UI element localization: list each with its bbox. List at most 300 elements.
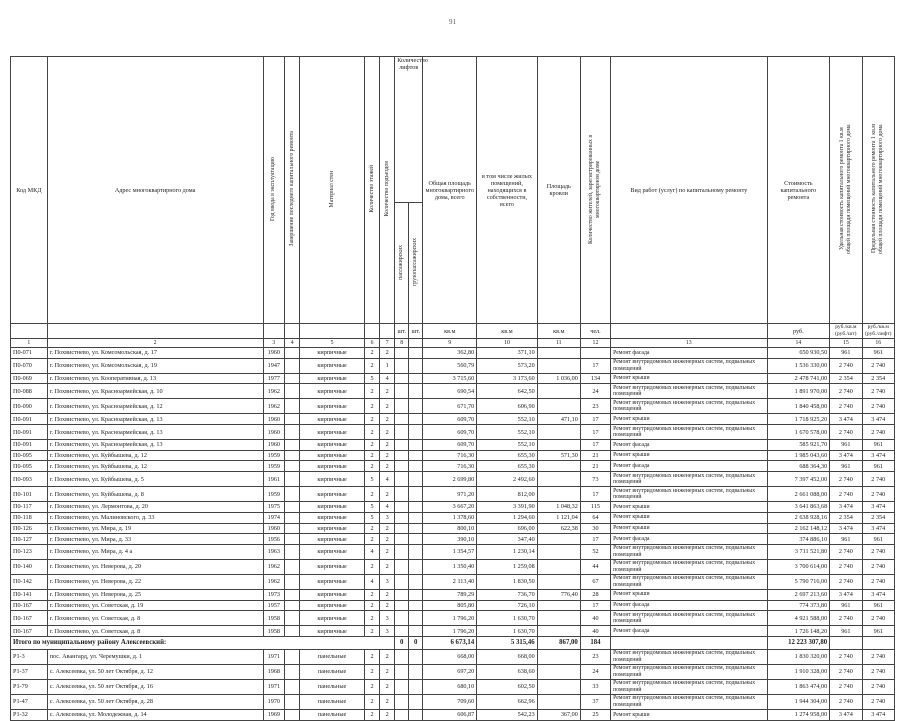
header-lifts: Количество лифтов — [395, 57, 423, 203]
table-cell: П0-090 — [11, 399, 48, 414]
table-row — [11, 649, 895, 664]
table-cell: 961 — [830, 626, 862, 637]
table-cell: кирпичные — [300, 472, 365, 487]
table-cell: Ремонт внутридомовых инженерных систем, подвальных помещений — [611, 384, 768, 399]
table-cell: 17 — [580, 440, 610, 451]
table-cell: 2 — [364, 589, 379, 600]
table-cell: 1 985 043,60 — [767, 450, 830, 461]
table-cell: г. Похвистнево, ул. Лермонтова, д. 20 — [47, 502, 263, 513]
column-index-cell: 13 — [611, 339, 768, 348]
table-cell: 2 740 — [862, 664, 894, 679]
table-cell: 2 — [380, 694, 395, 709]
table-cell: 1962 — [263, 574, 285, 589]
table-cell — [285, 611, 300, 626]
table-cell: 1968 — [263, 664, 285, 679]
table-row — [11, 589, 895, 600]
table-cell: г. Похвистнево, ул. Куйбышева, д. 12 — [47, 450, 263, 461]
table-cell: 961 — [862, 600, 894, 611]
table-cell: 542,23 — [477, 709, 537, 720]
table-body — [11, 348, 895, 637]
table-cell: 2 — [380, 384, 395, 399]
table-cell: 3 474 — [862, 589, 894, 600]
table-cell: г. Похвистнево, ул. Мира, д. 19 — [47, 523, 263, 534]
table-cell — [409, 425, 423, 440]
table-cell: 1 378,60 — [423, 512, 477, 523]
table-cell — [285, 523, 300, 534]
table-cell: 115 — [580, 502, 610, 513]
table-cell — [409, 611, 423, 626]
table-cell: 560,79 — [423, 358, 477, 373]
table-cell: 2 — [380, 414, 395, 425]
table-cell: 2 354 — [830, 512, 862, 523]
table-cell: П0-093 — [11, 472, 48, 487]
table-cell — [395, 425, 409, 440]
table-cell — [395, 574, 409, 589]
table-cell: 1957 — [263, 600, 285, 611]
table-cell: кирпичные — [300, 425, 365, 440]
table-row — [11, 694, 895, 709]
table-cell — [285, 373, 300, 384]
table-cell — [537, 559, 580, 574]
table-cell: 1 718 925,20 — [767, 414, 830, 425]
table-cell: 1959 — [263, 450, 285, 461]
table-cell: панельные — [300, 694, 365, 709]
table-cell: 2 740 — [830, 679, 862, 694]
table-cell: г. Похвистнево, ул. Комсомольская, д. 19 — [47, 358, 263, 373]
table-cell: 1959 — [263, 461, 285, 472]
table-cell: 1962 — [263, 559, 285, 574]
table-cell: П0-117 — [11, 502, 48, 513]
header-area-res: в том числе жилых помещений, находящихся в собственности, всего — [477, 57, 537, 324]
table-cell: П0-140 — [11, 559, 48, 574]
table-cell: П0-141 — [11, 589, 48, 600]
table-cell — [285, 679, 300, 694]
table-cell: с. Алексеевка, ул. Молодежная, д. 14 — [47, 709, 263, 720]
header-work: Вид работ (услуг) по капитальному ремонту — [611, 57, 768, 324]
table-cell: 736,70 — [477, 589, 537, 600]
table-cell — [285, 450, 300, 461]
table-cell: кирпичные — [300, 384, 365, 399]
table-cell: 2 740 — [862, 384, 894, 399]
table-cell — [395, 440, 409, 451]
table-cell — [395, 664, 409, 679]
table-cell: 3 474 — [862, 450, 894, 461]
table-cell: 367,00 — [537, 709, 580, 720]
table-cell: П0-091 — [11, 425, 48, 440]
table-cell: 2 — [380, 487, 395, 502]
table-cell: 2 354 — [862, 512, 894, 523]
table-cell: 2 — [380, 461, 395, 472]
table-cell: Ремонт внутридомовых инженерных систем, подвальных помещений — [611, 694, 768, 709]
table-cell: 3 474 — [862, 414, 894, 425]
table-cell: 4 — [380, 502, 395, 513]
table-row — [11, 399, 895, 414]
table-cell: 1960 — [263, 523, 285, 534]
table-cell: Ремонт крыши — [611, 502, 768, 513]
table-row — [11, 425, 895, 440]
table-cell: г. Похвистнево, ул. Малиновского, д. 33 — [47, 512, 263, 523]
table-cell: 571,30 — [537, 450, 580, 461]
table-cell — [409, 487, 423, 502]
table-cell: Ремонт внутридомовых инженерных систем, подвальных помещений — [611, 559, 768, 574]
table-cell: Ремонт крыши — [611, 523, 768, 534]
table-cell: 347,40 — [477, 534, 537, 545]
table-cell: 1960 — [263, 440, 285, 451]
table-cell: Р1-37 — [11, 664, 48, 679]
table-cell: 2 — [380, 450, 395, 461]
table-cell: 23 — [580, 649, 610, 664]
table-cell: 1 — [380, 358, 395, 373]
table-cell — [285, 502, 300, 513]
table-cell: кирпичные — [300, 450, 365, 461]
total-row: Итого по муниципальному району Алексеевский: 0 0 6 673,14 5 315,46 867,00 184 12 223 307,80 — [11, 636, 895, 649]
table-cell: 67 — [580, 574, 610, 589]
column-index-row — [11, 339, 895, 348]
table-row — [11, 450, 895, 461]
table-cell: 2 — [380, 589, 395, 600]
table-cell: г. Похвистнево, ул. Мира, д. 33 — [47, 534, 263, 545]
table-row — [11, 440, 895, 451]
table-cell — [409, 502, 423, 513]
table-cell: 1974 — [263, 512, 285, 523]
table-cell — [537, 472, 580, 487]
table-cell: 4 — [380, 472, 395, 487]
table-cell: 961 — [862, 440, 894, 451]
table-cell: 2 — [380, 559, 395, 574]
table-cell: 2 — [364, 523, 379, 534]
table-cell — [285, 534, 300, 545]
table-row — [11, 523, 895, 534]
table-cell: 3 474 — [830, 450, 862, 461]
table-cell: 1973 — [263, 589, 285, 600]
header-year: Год ввода в эксплуатацию — [263, 57, 285, 324]
table-cell: г. Похвистнево, ул. Комсомольская, д. 17 — [47, 348, 263, 359]
table-cell: панельные — [300, 679, 365, 694]
table-cell: 3 474 — [830, 523, 862, 534]
table-cell: П0-118 — [11, 512, 48, 523]
table-cell: 2 — [364, 664, 379, 679]
table-cell — [409, 600, 423, 611]
table-row — [11, 611, 895, 626]
table-cell — [285, 487, 300, 502]
table-cell: 4 — [364, 544, 379, 559]
table-cell: 2 740 — [862, 399, 894, 414]
table-cell — [537, 487, 580, 502]
table-row — [11, 574, 895, 589]
table-row — [11, 559, 895, 574]
table-cell: 2 — [364, 461, 379, 472]
table-cell: 2 740 — [862, 679, 894, 694]
column-index-cell: 12 — [580, 339, 610, 348]
table-cell: 3 474 — [830, 502, 862, 513]
table-cell: 2 740 — [830, 384, 862, 399]
table-cell: г. Похвистнево, ул. Красноармейская, д. 13 — [47, 425, 263, 440]
table-cell: г. Похвистнево, ул. Куйбышева, д. 5 — [47, 472, 263, 487]
table-cell — [395, 348, 409, 359]
header-lifts-freight: грузопассажирских — [409, 203, 423, 324]
table-cell — [395, 384, 409, 399]
table-cell: г. Похвистнево, ул. Красноармейская, д. 13 — [47, 440, 263, 451]
table-cell: кирпичные — [300, 348, 365, 359]
table-cell: 2 740 — [830, 574, 862, 589]
table-cell: кирпичные — [300, 373, 365, 384]
table-row — [11, 534, 895, 545]
table-cell — [537, 358, 580, 373]
table-cell: 52 — [580, 544, 610, 559]
table-cell: 40 — [580, 611, 610, 626]
table-cell: 650 930,50 — [767, 348, 830, 359]
table-cell — [409, 626, 423, 637]
table-cell: 1 670 578,00 — [767, 425, 830, 440]
table-cell: 1 863 474,00 — [767, 679, 830, 694]
table-cell — [395, 611, 409, 626]
table-cell: 609,70 — [423, 425, 477, 440]
table-cell — [409, 399, 423, 414]
table-cell — [395, 414, 409, 425]
table-cell: 789,29 — [423, 589, 477, 600]
table-cell: 2 740 — [862, 425, 894, 440]
table-cell: 776,40 — [537, 589, 580, 600]
table-cell: 2 — [380, 679, 395, 694]
table-cell: г. Похвистнево, ул. Советская, д. 8 — [47, 611, 263, 626]
table-cell: кирпичные — [300, 399, 365, 414]
header-limit-cost: Предельная стоимость капитального ремонта 1 кв.м общей площади помещений многоквартирного дома — [862, 57, 894, 324]
table-cell: 17 — [580, 534, 610, 545]
header-residents: Количество жителей, зарегистрированных в многоквартирном доме — [580, 57, 610, 324]
table-cell: г. Похвистнево, ул. Советская, д. 19 — [47, 600, 263, 611]
table-cell: 2 740 — [862, 611, 894, 626]
table-row — [11, 709, 895, 720]
column-index-cell: 4 — [285, 339, 300, 348]
table-cell: 1975 — [263, 502, 285, 513]
table-cell: 1961 — [263, 472, 285, 487]
table-cell: кирпичные — [300, 611, 365, 626]
table-cell: 622,38 — [537, 523, 580, 534]
table-cell — [285, 472, 300, 487]
table-cell: 2 — [380, 440, 395, 451]
table-cell: 2 740 — [862, 559, 894, 574]
table-cell: 2 740 — [862, 574, 894, 589]
table-cell: 2 — [364, 611, 379, 626]
table-cell — [395, 544, 409, 559]
table-row — [11, 414, 895, 425]
table-cell — [537, 399, 580, 414]
table-cell: с. Алексеевка, ул. 50 лет Октября, д. 12 — [47, 664, 263, 679]
table-cell — [409, 544, 423, 559]
table-cell: 3 474 — [862, 502, 894, 513]
table-cell: П0-091 — [11, 414, 48, 425]
table-cell — [285, 574, 300, 589]
table-cell: Ремонт внутридомовых инженерных систем, подвальных помещений — [611, 399, 768, 414]
table-cell — [409, 694, 423, 709]
table-cell: 2 740 — [830, 358, 862, 373]
table-cell — [409, 679, 423, 694]
table-cell: 726,10 — [477, 600, 537, 611]
table-cell: 3 711 521,80 — [767, 544, 830, 559]
table-cell: П0-095 — [11, 461, 48, 472]
table-cell — [395, 559, 409, 574]
table-cell — [395, 649, 409, 664]
table-cell: 2 — [380, 534, 395, 545]
table-cell: кирпичные — [300, 523, 365, 534]
table-cell — [537, 679, 580, 694]
table-cell: 134 — [580, 373, 610, 384]
table-cell: кирпичные — [300, 559, 365, 574]
table-cell: 3 474 — [862, 709, 894, 720]
table-cell: Ремонт фасада — [611, 626, 768, 637]
table-cell: 2 492,60 — [477, 472, 537, 487]
table-cell: 961 — [830, 461, 862, 472]
column-index-cell: 5 — [300, 339, 365, 348]
table-cell: 1963 — [263, 544, 285, 559]
table-cell: 2 740 — [830, 399, 862, 414]
table-cell: 2 740 — [862, 694, 894, 709]
table-cell: Ремонт внутридомовых инженерных систем, подвальных помещений — [611, 649, 768, 664]
table-cell — [409, 450, 423, 461]
table-cell: 716,30 — [423, 461, 477, 472]
table-cell: г. Похвистнево, ул. Советская, д. 8 — [47, 626, 263, 637]
table-cell — [537, 600, 580, 611]
table-cell: 5 — [364, 373, 379, 384]
table-cell: 1 944 304,00 — [767, 694, 830, 709]
table-cell: 2 638 928,16 — [767, 512, 830, 523]
table-cell: Р1-47 — [11, 694, 48, 709]
header-unit-cost: Удельная стоимость капитального ремонта 1 кв.м общей площади помещений многоквартирного дома — [830, 57, 862, 324]
table-cell: кирпичные — [300, 600, 365, 611]
table-cell: 2 740 — [830, 559, 862, 574]
table-cell: Ремонт крыши — [611, 512, 768, 523]
table-cell: Ремонт фасада — [611, 534, 768, 545]
table-cell: г. Похвистнево, ул. Мира, д. 4 а — [47, 544, 263, 559]
table-cell: 37 — [580, 694, 610, 709]
table-cell: 17 — [580, 425, 610, 440]
table-cell — [537, 649, 580, 664]
table-cell: 552,10 — [477, 440, 537, 451]
table-cell: 2 — [364, 534, 379, 545]
table-cell: 1960 — [263, 425, 285, 440]
table-cell — [537, 534, 580, 545]
table-cell — [409, 534, 423, 545]
table-cell: г. Похвистнево, ул. Куйбышева, д. 12 — [47, 461, 263, 472]
table-cell: 2 — [364, 425, 379, 440]
table-cell — [285, 600, 300, 611]
table-cell: 1 121,04 — [537, 512, 580, 523]
table-cell: Р1-3 — [11, 649, 48, 664]
table-cell: 471,10 — [537, 414, 580, 425]
table-cell: 961 — [830, 348, 862, 359]
table-body-2 — [11, 649, 895, 720]
table-cell — [285, 414, 300, 425]
table-cell: 2 697 213,60 — [767, 589, 830, 600]
table-cell: кирпичные — [300, 626, 365, 637]
table-row — [11, 664, 895, 679]
table-cell: 2 — [380, 544, 395, 559]
column-index-cell: 3 — [263, 339, 285, 348]
header-lifts-passenger: пассажирских — [395, 203, 409, 324]
table-cell: 2 — [380, 664, 395, 679]
table-cell: П0-069 — [11, 373, 48, 384]
table-cell: 2 740 — [830, 694, 862, 709]
table-cell: 609,70 — [423, 440, 477, 451]
table-cell — [285, 559, 300, 574]
table-cell: 800,10 — [423, 523, 477, 534]
table-cell: 64 — [580, 512, 610, 523]
table-cell: 671,70 — [423, 399, 477, 414]
table-cell: 17 — [580, 414, 610, 425]
table-cell — [395, 523, 409, 534]
table-cell: 552,10 — [477, 425, 537, 440]
table-cell: 374 886,10 — [767, 534, 830, 545]
table-cell: 805,80 — [423, 600, 477, 611]
table-cell: Ремонт фасада — [611, 348, 768, 359]
table-cell: 17 — [580, 487, 610, 502]
table-cell: 1962 — [263, 399, 285, 414]
table-cell — [285, 626, 300, 637]
table-cell: 655,30 — [477, 461, 537, 472]
table-cell: 1 230,14 — [477, 544, 537, 559]
table-cell: 5 790 716,00 — [767, 574, 830, 589]
table-cell — [395, 626, 409, 637]
table-cell: 602,50 — [477, 679, 537, 694]
table-cell: 1947 — [263, 358, 285, 373]
table-cell: 2 162 148,12 — [767, 523, 830, 534]
table-cell: 606,87 — [423, 709, 477, 720]
table-cell: г. Похвистнево, ул. Красноармейская, д. 10 — [47, 384, 263, 399]
table-cell: кирпичные — [300, 358, 365, 373]
table-cell: 638,60 — [477, 664, 537, 679]
table-cell: 3 474 — [862, 523, 894, 534]
table-row — [11, 512, 895, 523]
table-cell: 1959 — [263, 487, 285, 502]
table-cell — [395, 450, 409, 461]
table-cell: 1 910 328,00 — [767, 664, 830, 679]
table-cell — [580, 348, 610, 359]
header-code: Код МКД — [11, 57, 48, 324]
table-cell: 44 — [580, 559, 610, 574]
table-cell: 4 921 588,00 — [767, 611, 830, 626]
table-cell — [409, 461, 423, 472]
table-cell: 812,00 — [477, 487, 537, 502]
table-cell: 1960 — [263, 348, 285, 359]
table-cell: 662,96 — [477, 694, 537, 709]
table-cell: 1 294,60 — [477, 512, 537, 523]
table-cell: 1 830,50 — [477, 574, 537, 589]
table-cell: кирпичные — [300, 544, 365, 559]
table-cell: 30 — [580, 523, 610, 534]
table-row — [11, 679, 895, 694]
table-cell — [409, 649, 423, 664]
table-cell: 680,10 — [423, 679, 477, 694]
table-cell: 2 — [364, 358, 379, 373]
table-cell: г. Похвистнево, ул. Неверова, д. 25 — [47, 589, 263, 600]
table-cell: 1956 — [263, 534, 285, 545]
table-cell — [537, 348, 580, 359]
table-cell: 24 — [580, 664, 610, 679]
table-cell: 1 354,57 — [423, 544, 477, 559]
table-cell: 5 — [364, 512, 379, 523]
table-cell: П0-088 — [11, 384, 48, 399]
table-cell: с. Алексеевка, ул. 50 лет Октября, д. 16 — [47, 679, 263, 694]
table-cell: 1 536 330,00 — [767, 358, 830, 373]
table-cell: 961 — [862, 534, 894, 545]
column-index-cell: 2 — [47, 339, 263, 348]
table-cell: 688 364,30 — [767, 461, 830, 472]
table-cell: 971,20 — [423, 487, 477, 502]
table-cell — [285, 440, 300, 451]
table-cell: 17 — [580, 358, 610, 373]
table-cell — [409, 523, 423, 534]
table-cell: 2 — [380, 600, 395, 611]
